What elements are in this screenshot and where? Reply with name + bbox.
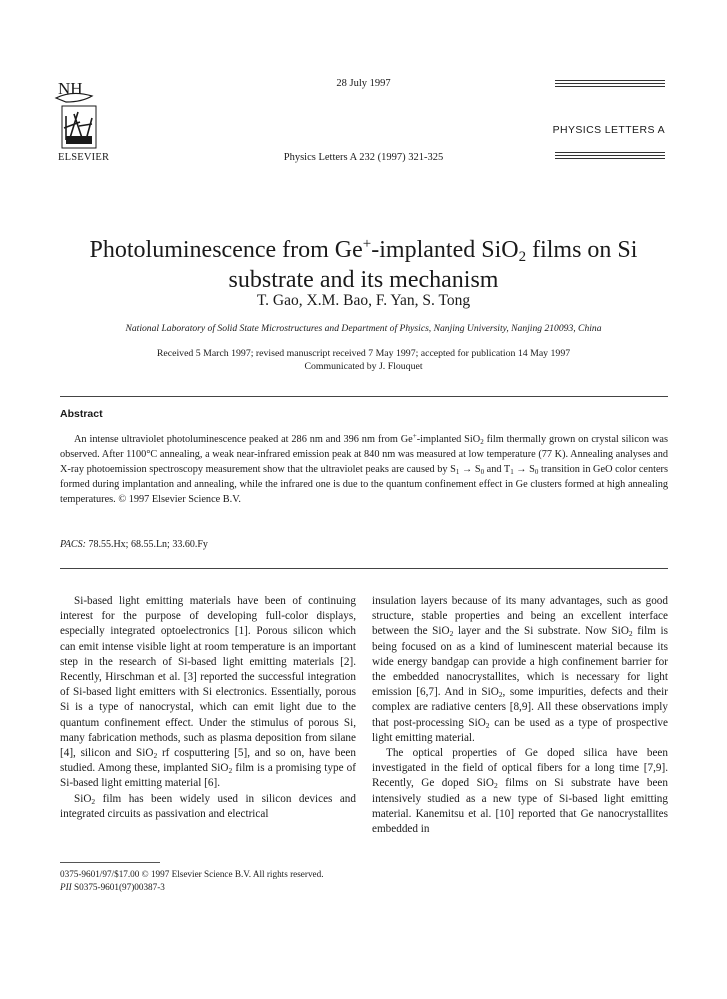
footer-rule: [60, 862, 160, 863]
pacs-codes: PACS: 78.55.Hx; 68.55.Ln; 33.60.Fy: [60, 539, 208, 550]
footer-copyright: 0375-9601/97/$17.00 © 1997 Elsevier Science B.V. All rights reserved. PII S0375-9601(97)00387-3: [60, 869, 324, 892]
rule-below-abstract: [60, 568, 668, 569]
paragraph: Si-based light emitting materials have been of continuing interest for the purpose of developing full-color displays, especially integrated optoelectronics [1]. Porous silicon which can emit intense visible light at room temperature is an important step in the research of Si-based light emitting materials [2]. Recently, Hirschman et al. [3] reported the successful integration of Si-based light emitters with Si electronics. Essentially, porous Si is a type of nanocrystal, which can emit light due to the quantum confinement effect. Under the stimulus of porous Si, many fabrication methods, such as plasma deposition from silane [4], silicon and SiO$_2$ rf cosputtering [5], and so on, have been studied. Among these, implanted SiO$_2$ film is a promising type of Si-based light emitting material [6].: [60, 595, 356, 790]
rule-above-abstract: [60, 396, 668, 397]
title-line-2: substrate and its mechanism: [228, 267, 499, 293]
body-column-right: [372, 594, 668, 837]
paragraph: SiO$_2$ film has been widely used in silicon devices and integrated circuits as passivation and electrical: [60, 792, 356, 820]
elsevier-tree-logo: [52, 78, 112, 156]
affiliation: National Laboratory of Solid State Microstructures and Department of Physics, Nanjing University, Nanjing 210093, China: [125, 323, 602, 334]
journal-citation: Physics Letters A 232 (1997) 321-325: [283, 152, 444, 163]
received-dates: Received 5 March 1997; revised manuscript received 7 May 1997; accepted for publication 14 May 1997 Communicated by J. Flouquet: [0, 347, 727, 373]
abstract-heading: Abstract: [60, 408, 103, 420]
article-title: [0, 235, 727, 295]
publisher-name: ELSEVIER: [58, 152, 110, 163]
header-rule-bottom: [555, 152, 665, 161]
journal-name: PHYSICS LETTERS A: [552, 124, 665, 136]
abstract-text: An intense ultraviolet photoluminescence peaked at 286 nm and 396 nm from Ge+-implanted SiO$_2$ film thermally grown on crystal silicon was observed. After 1100°C annealing, a weak near-infrared emission peak at 840 nm was measured at low temperature (77 K). Annealing analyses and X-ray photoemission spectroscopy measurement show that the ultraviolet peaks are caused by $S_1 \to S_0$ and $T_1 \to S_0$ transition in GeO color centers formed during implantation and annealing, while the infrared one is due to the quantum confinement effect in Ge clusters formed at high annealing temperatures. © 1997 Elsevier Science B.V.: [60, 432, 668, 505]
pii-code: PII S0375-9601(97)00387-3: [60, 882, 165, 892]
paragraph: insulation layers because of its many advantages, such as good structure, stable properties and being an excellent interface between the SiO$_2$ layer and the Si substrate. Now SiO$_2$ film is being focused on as a kind of luminescent material because its wide energy bandgap can provide a high confinement barrier for the embedded nanocrystallites, which is necessary for light emission [6,7]. And in SiO$_2$, some impurities, defects and their complex are radiative centers [8,9]. All these observations imply that post-processing SiO$_2$ can be used as a type of prospective light emitting material.: [372, 595, 668, 744]
title-line-1: Photoluminescence from Ge+-implanted SiO$_2$ films on Si: [89, 236, 638, 265]
author-list: T. Gao, X.M. Bao, F. Yan, S. Tong: [256, 292, 471, 309]
paragraph: The optical properties of Ge doped silica have been investigated in the field of optical fibers for a long time [7,9]. Recently, Ge doped SiO$_2$ films on Si substrate have been intensively studied as a new type of Si-based light emitting material. Kanemitsu et al. [10] reported that Ge nanocrystallites embedded in: [372, 747, 668, 836]
communicated-by: Communicated by J. Flouquet: [304, 361, 423, 372]
header-rule-top: [555, 80, 665, 89]
logo-letters: NH: [58, 79, 83, 98]
body-column-left: [60, 594, 356, 822]
issue-date: 28 July 1997: [336, 78, 391, 89]
